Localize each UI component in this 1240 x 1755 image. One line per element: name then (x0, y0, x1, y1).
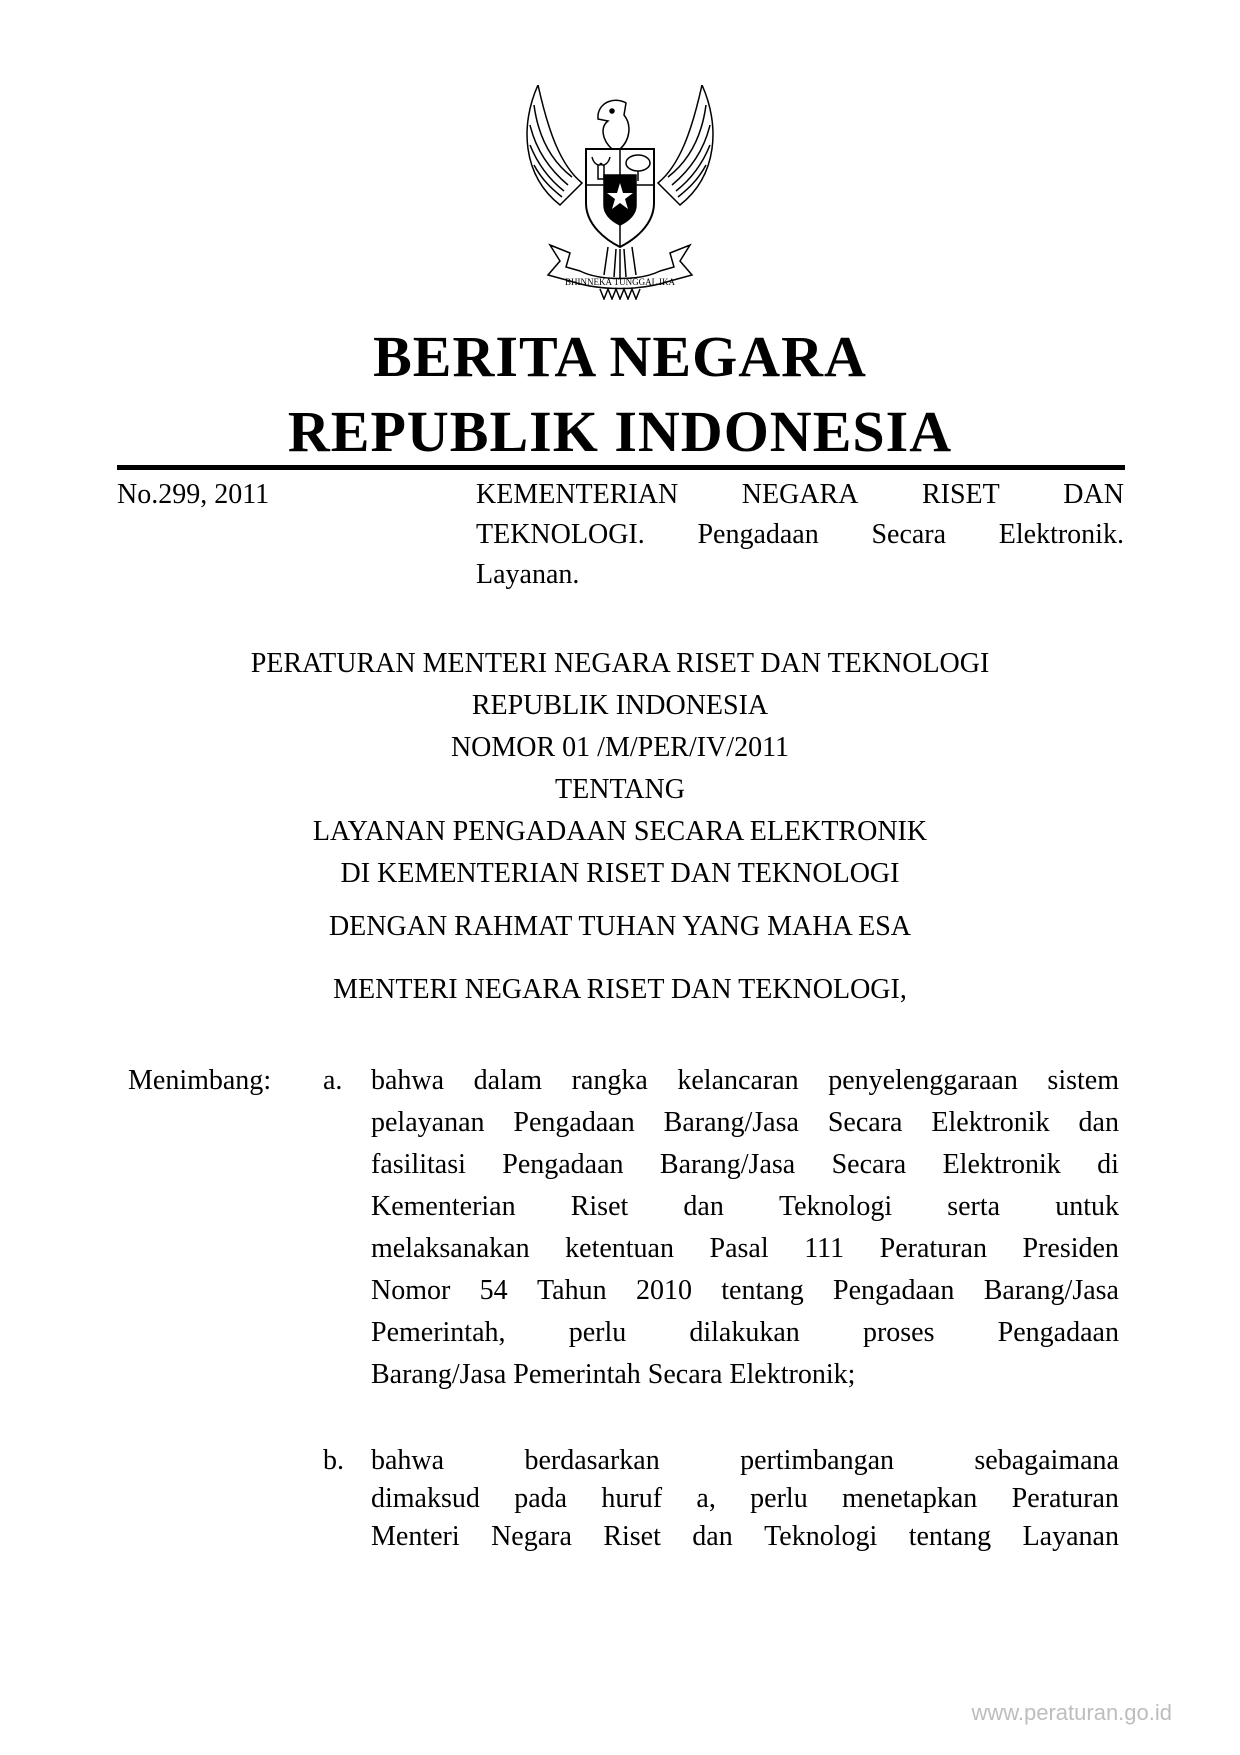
word: Barang/Jasa (983, 1275, 1119, 1306)
subject-line-3 (476, 555, 1124, 595)
item-text (371, 1442, 1119, 1556)
word: Peraturan (879, 1233, 987, 1264)
gazette-number: No.299, 2011 (117, 479, 270, 510)
issuing-authority: MENTERI NEGARA RISET DAN TEKNOLOGI, (333, 974, 907, 1005)
word: Pengadaan (502, 1149, 624, 1180)
word: Nomor (371, 1275, 451, 1306)
word: Presiden (1022, 1233, 1119, 1264)
word: dilakukan (689, 1317, 800, 1348)
word: Barang/Jasa Pemerintah Secara Elektronik; (371, 1359, 856, 1390)
regulation-subject-cont: DI KEMENTERIAN RISET DAN TEKNOLOGI (340, 858, 900, 889)
svg-text:BHINNEKA TUNGGAL IKA: BHINNEKA TUNGGAL IKA (565, 277, 675, 287)
subject-word: Elektronik. (998, 519, 1124, 550)
item-letter: b. (323, 1445, 344, 1476)
word: Negara (491, 1521, 572, 1552)
subject-line-2 (476, 515, 1124, 555)
word: Pemerintah, (371, 1317, 506, 1348)
word: Tahun (537, 1275, 607, 1306)
word: dalam (473, 1065, 543, 1096)
word: proses (862, 1317, 935, 1348)
word: Riset (603, 1521, 661, 1552)
word: Elektronik (942, 1149, 1061, 1180)
word: dan (692, 1521, 733, 1552)
word: tentang (721, 1275, 804, 1306)
word: rangka (571, 1065, 648, 1096)
word: sistem (1047, 1065, 1119, 1096)
word: perlu (568, 1317, 627, 1348)
regulation-number: NOMOR 01 /M/PER/IV/2011 (450, 732, 790, 763)
subject-word: Pengadaan (697, 519, 819, 550)
text-line (371, 1442, 1119, 1480)
word: a, (696, 1483, 716, 1514)
regulation-title-block (0, 643, 1240, 895)
regulation-heading: PERATURAN MENTERI NEGARA RISET DAN TEKNOLOGI (250, 648, 990, 679)
word: Secara (827, 1107, 903, 1138)
word: 2010 (635, 1275, 692, 1306)
word: penyelenggaraan (828, 1065, 1018, 1096)
word: bahwa (371, 1445, 445, 1476)
word: Peraturan (1011, 1483, 1119, 1514)
subject-word: DAN (1063, 479, 1124, 510)
word: Teknologi (764, 1521, 878, 1552)
word: 54 (479, 1275, 508, 1306)
regulation-subject: LAYANAN PENGADAAN SECARA ELEKTRONIK (312, 816, 928, 847)
word: Pengadaan (513, 1107, 635, 1138)
considering-label (128, 1060, 271, 1102)
word: fasilitasi (371, 1149, 466, 1180)
word: perlu (750, 1483, 808, 1514)
word: 111 (804, 1233, 845, 1264)
word: tentang (908, 1521, 992, 1552)
text-line (371, 1480, 1119, 1518)
subject-word: Layanan. (476, 559, 580, 590)
word: Pengadaan (997, 1317, 1119, 1348)
word: bahwa (371, 1065, 445, 1096)
invocation: DENGAN RAHMAT TUHAN YANG MAHA ESA (328, 911, 912, 942)
subject-word: TEKNOLOGI. (476, 519, 645, 550)
text-line (371, 1354, 1119, 1396)
subject-word: KEMENTERIAN (476, 479, 679, 510)
text-line (371, 1144, 1119, 1186)
word: Teknologi (778, 1191, 893, 1222)
text-line (371, 1228, 1119, 1270)
word: Menteri (371, 1521, 460, 1552)
word: serta (947, 1191, 1001, 1222)
masthead-subtitle: REPUBLIK INDONESIA (287, 399, 953, 464)
text-line (371, 1270, 1119, 1312)
word: di (1097, 1149, 1119, 1180)
word: pelayanan (371, 1107, 485, 1138)
word: Riset (570, 1191, 629, 1222)
word: sebagaimana (974, 1445, 1119, 1476)
gazette-subject (476, 475, 1124, 595)
subject-line-1 (476, 475, 1124, 515)
word: menetapkan (842, 1483, 978, 1514)
word: Secara (831, 1149, 907, 1180)
word: dan (683, 1191, 724, 1222)
garuda-emblem-icon (520, 85, 720, 300)
word: Barang/Jasa (663, 1107, 799, 1138)
masthead-rule (117, 465, 1125, 470)
text-line (371, 1060, 1119, 1102)
considering-colon: : (263, 1065, 272, 1096)
word: Kementerian (371, 1191, 516, 1222)
word: dan (1078, 1107, 1119, 1138)
subject-word: Secara (871, 519, 947, 550)
subject-word: RISET (921, 479, 1000, 510)
regulation-about: TENTANG (555, 774, 685, 805)
source-url-watermark[interactable]: www.peraturan.go.id (971, 1700, 1172, 1725)
word: pertimbangan (740, 1445, 895, 1476)
subject-word: NEGARA (741, 479, 859, 510)
word: berdasarkan (524, 1445, 660, 1476)
text-line (371, 1186, 1119, 1228)
text-line (371, 1518, 1119, 1556)
word: ketentuan (565, 1233, 674, 1264)
word: dimaksud (371, 1483, 480, 1514)
item-letter: a. (323, 1065, 343, 1096)
regulation-country: REPUBLIK INDONESIA (471, 690, 769, 721)
word: Barang/Jasa (659, 1149, 796, 1180)
word: untuk (1055, 1191, 1119, 1222)
text-line (371, 1102, 1119, 1144)
word: huruf (601, 1483, 663, 1514)
word: kelancaran (677, 1065, 799, 1096)
text-line (371, 1312, 1119, 1354)
considering-label-text: Menimbang (128, 1065, 264, 1096)
word: Layanan (1022, 1521, 1119, 1552)
word: pada (514, 1483, 568, 1514)
word: Pengadaan (833, 1275, 955, 1306)
masthead-title: BERITA NEGARA (373, 324, 867, 389)
item-text (371, 1060, 1119, 1396)
word: Elektronik (931, 1107, 1050, 1138)
word: melaksanakan (371, 1233, 530, 1264)
word: Pasal (709, 1233, 769, 1264)
